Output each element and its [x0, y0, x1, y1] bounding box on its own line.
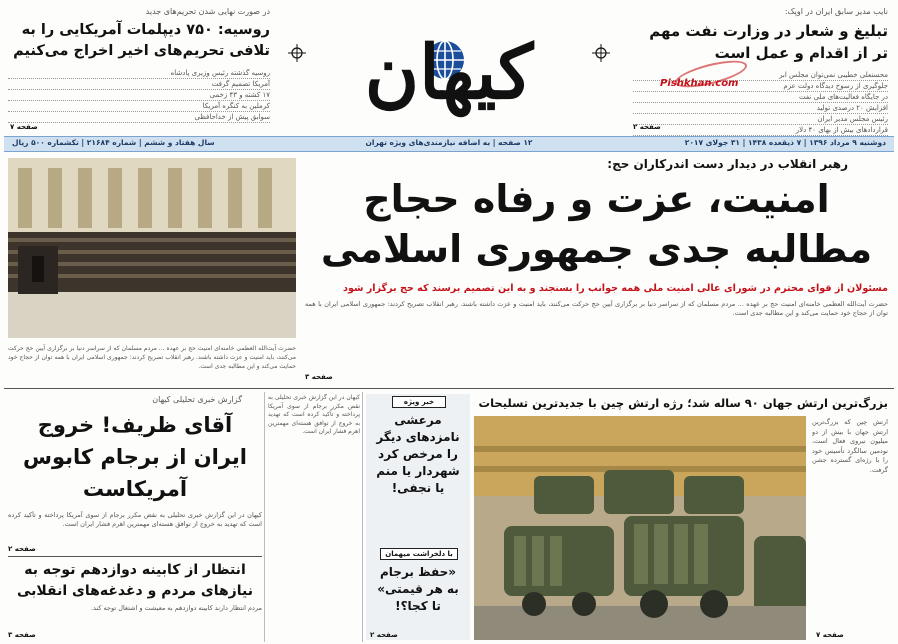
- top-right-kicker: نایب مدیر سابق ایران در اوپک:: [784, 7, 888, 16]
- lead-headline-1: امنیت، عزت و رفاه حجاج: [363, 177, 830, 221]
- cabinet-continued: صفحه ۳: [8, 631, 36, 639]
- ceremony-caption: حضرت آیت‌الله العظمی خامنه‌ای امنیت حج بر عهده ... مردم مسلمان که از سراسر دنیا بر برگزاری آیین حج حرکت می‌کنند، باید امنیت و عزت داشته باشند. رهبر انقلاب تصریح کردند: جمهوری اسلامی ایران با همه توان از حجاج خود حمایت می‌کند و این مطالبه جدی است.: [8, 345, 296, 370]
- lead-text: حضرت آیت‌الله العظمی خامنه‌ای امنیت حج بر عهده ... مردم مسلمان که از سراسر دنیا بر برگزاری آیین حج حرکت می‌کنند، باید امنیت و عزت داشته باشند. رهبر انقلاب تصریح کردند: جمهوری اسلامی ایران با همه توان از حجاج خود حمایت می‌کند و این مطالبه جدی است.: [305, 300, 888, 317]
- special-box: [366, 394, 470, 640]
- cabinet-text: مردم انتظار دارند کابینه دوازدهم به معیشت و اشتغال توجه کند.: [90, 604, 262, 612]
- special-text-2: «حفظ برجام به هر قیمتی» تا کجا؟!: [377, 565, 459, 613]
- lead-continued: صفحه ۳: [305, 373, 333, 381]
- top-right-headline: تبلیغ و شعار در وزارت نفت مهم تر از اقدام و عمل است: [649, 22, 888, 62]
- top-left-item: ۱۷ کشته و ۴۳ زخمی: [8, 90, 270, 101]
- top-right-more: صفحه ۲: [633, 123, 661, 131]
- top-right-item: افزایش ۲۰ درصدی تولید: [633, 103, 888, 114]
- top-right-item: جلوگیری از رسوخ دیدگاه دولت عزم: [633, 81, 888, 92]
- top-left-story: [8, 6, 270, 134]
- pishkhan-watermark: [650, 64, 770, 98]
- zarif-kicker: گزارش خبری تحلیلی کیهان: [152, 395, 242, 404]
- parade-photo: [474, 416, 806, 640]
- top-left-more: صفحه ۷: [10, 123, 38, 131]
- sidebar-column: [268, 394, 360, 640]
- top-left-item: سوابق پیش از خداحافظی: [8, 112, 270, 123]
- dateline-date: دوشنبه ۹ مرداد ۱۳۹۶ | ۷ ذیقعده ۱۴۳۸ | ۳۱ جولای ۲۰۱۷: [684, 138, 886, 147]
- horizontal-rule: [4, 388, 894, 389]
- masthead: [278, 6, 620, 132]
- special-more: صفحه ۲: [370, 631, 398, 639]
- lead-kicker: رهبر انقلاب در دیدار دست اندرکاران حج:: [607, 157, 848, 171]
- cabinet-headline: انتظار از کابینه دوازدهم توجه به نیازهای مردم و دغدغه‌های انقلابی: [17, 562, 253, 599]
- dateline-issue: سال هفتاد و ششم | شماره ۲۱۶۸۴ | تکشماره ۵۰۰ ریال: [12, 138, 215, 147]
- top-left-items: [8, 68, 270, 123]
- china-text: ارتش چین که بزرگ‌ترین ارتش جهان با بیش از دو میلیون نیروی فعال است، نودمین سالگرد تأسیس خود را با رژه‌ای گسترده جشن گرفت.: [812, 418, 888, 474]
- lead-story: [305, 156, 888, 382]
- ceremony-photo: [8, 158, 296, 338]
- top-left-item: کرملین به کنگره آمریکا: [8, 101, 270, 112]
- dateline-bar: [4, 136, 894, 152]
- sidebar-filler-text: کیهان در این گزارش خبری تحلیلی به نقض مکرر برجام از سوی آمریکا پرداخته و تأکید کرده است که تهدید به خروج از توافق هسته‌ای مهمترین اهرم فشار ایران است.: [268, 394, 360, 435]
- china-headline: بزرگ‌ترین ارتش جهان ۹۰ ساله شد؛ رژه ارتش چین با جدیدترین تسلیحات: [478, 396, 888, 410]
- lead-subhead: مسئولان از قوای محترم در شورای عالی امنیت ملی همه جوانب را بسنجند و به این تصمیم برسند که حج برگزار شود: [343, 283, 888, 294]
- zarif-headline: آقای ظریف! خروج ایران از برجام کابوس آمریکاست: [23, 413, 247, 501]
- column-rule: [362, 392, 363, 642]
- column-rule: [264, 392, 265, 642]
- top-right-item: قراردادهای بیش از بهای ۴۰ دلار: [633, 125, 888, 136]
- zarif-story: [8, 394, 262, 554]
- dateline-pages: ۱۲ صفحه | به اضافه نیازمندی‌های ویژه تهران: [365, 138, 533, 147]
- top-right-item: در جایگاه فعالیت‌های ملی نفت: [633, 92, 888, 103]
- horizontal-rule: [8, 556, 262, 557]
- lead-headline-2: مطالبه جدی جمهوری اسلامی: [320, 227, 873, 271]
- china-continued: صفحه ۷: [816, 631, 844, 639]
- top-left-item: آمریکا تصمیم گرفت: [8, 79, 270, 90]
- top-right-item: محسنعلی خطیبی نمی‌توان مجلس ابر: [633, 70, 888, 81]
- cabinet-story: [8, 560, 262, 640]
- top-right-item: رئیس مجلس مدیر ایران: [633, 114, 888, 125]
- masthead-logo: کیهان: [364, 30, 534, 116]
- special-tag-2: با دلخراشت میهمان: [380, 548, 458, 560]
- special-tag: خبر ویژه: [392, 396, 446, 408]
- top-left-headline: روسیه: ۷۵۰ دیپلمات آمریکایی را به تلافی تحریم‌های اخیر اخراج می‌کنیم: [13, 22, 270, 59]
- top-left-item: روسیه گذشته رئیس وزیری پادشاه: [8, 68, 270, 79]
- zarif-text: کیهان در این گزارش خبری تحلیلی به نقض مکرر برجام از سوی آمریکا پرداخته و تأکید کرده است که تهدید به خروج از توافق هسته‌ای مهمترین اهرم فشار ایران است.: [8, 511, 262, 528]
- zarif-continued: صفحه ۲: [8, 545, 36, 553]
- top-left-kicker: در صورت نهایی شدن تحریم‌های جدید: [145, 7, 270, 16]
- special-text-1: مرعشی نامزدهای دیگر را مرخص کرد شهردار یا منم یا نجفی!: [376, 413, 460, 495]
- watermark-text: Pishkhan.com: [660, 78, 739, 89]
